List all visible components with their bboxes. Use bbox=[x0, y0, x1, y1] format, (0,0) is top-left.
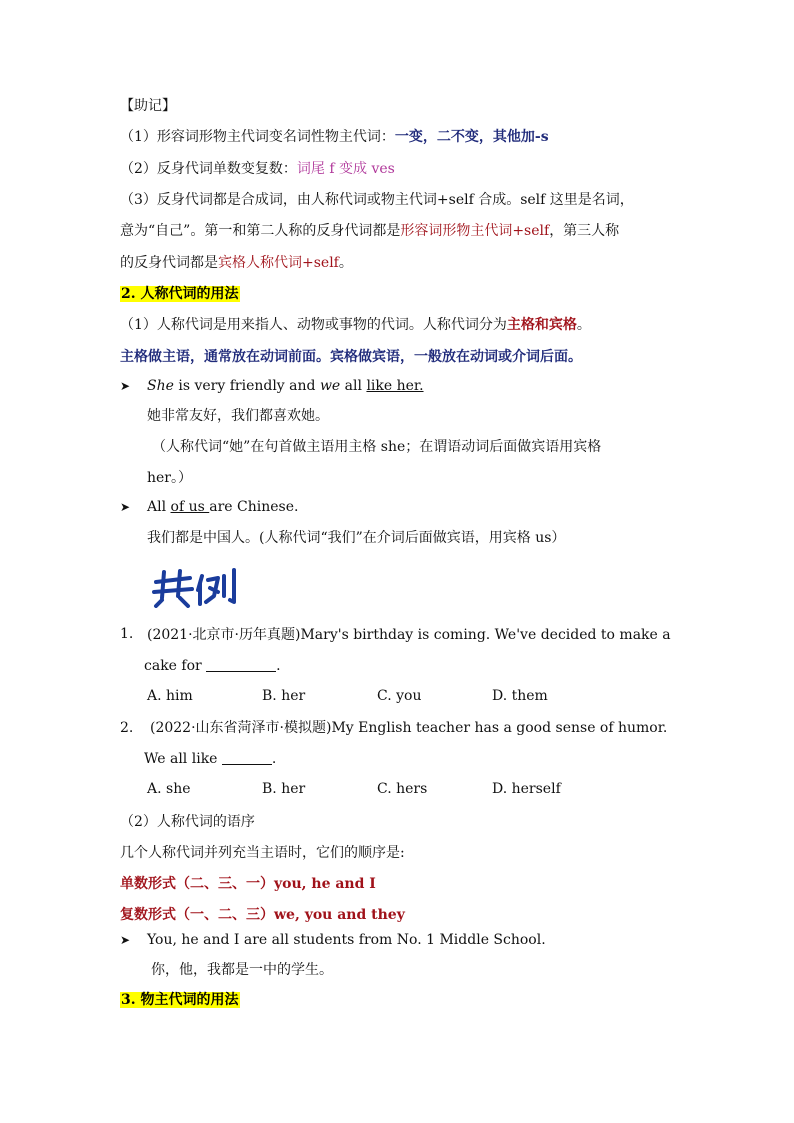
order-plural: 复数形式（一、二、三）we, you and they bbox=[120, 907, 405, 923]
arrow-bullet-icon: ➤ bbox=[120, 933, 131, 947]
sec2-paragraph-1: （1）人称代词是用来指人、动物或事物的代词。人称代词分为主格和宾格。 bbox=[120, 317, 591, 333]
example-2-en: All of us are Chinese. bbox=[147, 499, 299, 515]
memo-line-2: （2）反身代词单数变复数：词尾 f 变成 ves bbox=[120, 161, 395, 177]
question-number: 1. bbox=[120, 626, 134, 642]
answer-blank[interactable] bbox=[206, 657, 276, 672]
memo-line-5: 的反身代词都是宾格人称代词+self。 bbox=[120, 255, 353, 271]
option-a[interactable]: A. him bbox=[147, 688, 193, 704]
question-2-line-2: We all like . bbox=[144, 751, 277, 767]
question-1-options bbox=[147, 688, 607, 704]
example-1-cn: 她非常友好，我们都喜欢她。 bbox=[147, 408, 329, 424]
option-b[interactable]: B. her bbox=[262, 688, 306, 704]
example-2-cn: 我们都是中国人。(人称代词“我们”在介词后面做宾语，用宾格 us） bbox=[147, 530, 566, 546]
option-d[interactable]: D. herself bbox=[492, 781, 561, 797]
option-a[interactable]: A. she bbox=[147, 781, 191, 797]
arrow-bullet-icon: ➤ bbox=[120, 500, 131, 514]
example-1-note: （人称代词“她”在句首做主语用主格 she；在谓语动词后面做宾语用宾格 bbox=[152, 439, 602, 455]
order-intro: 几个人称代词并列充当主语时，它们的顺序是: bbox=[120, 845, 405, 861]
arrow-bullet-icon: ➤ bbox=[120, 379, 131, 393]
question-2-options bbox=[147, 781, 607, 797]
option-b[interactable]: B. her bbox=[262, 781, 306, 797]
question-1-line-1: (2021·北京市·历年真题)Mary's birthday is coming. We've decided to make a bbox=[147, 627, 671, 643]
option-d[interactable]: D. them bbox=[492, 688, 548, 704]
question-number: 2. bbox=[120, 720, 134, 736]
order-example-en: You, he and I are all students from No. 1 Middle School. bbox=[147, 932, 546, 948]
memo-line-1: （1）形容词形物主代词变名词性物主代词：一变，二不变，其他加-s bbox=[120, 129, 549, 145]
order-title: （2）人称代词的语序 bbox=[120, 814, 255, 830]
rule-text: 一变，二不变，其他加-s bbox=[394, 129, 549, 145]
memo-line-4: 意为“自己”。第一和第二人称的反身代词都是形容词形物主代词+self，第三人称 bbox=[120, 223, 620, 239]
sec2-paragraph-2: 主格做主语，通常放在动词前面。宾格做宾语，一般放在动词或介词后面。 bbox=[120, 349, 582, 365]
option-c[interactable]: C. you bbox=[377, 688, 422, 704]
memo-title: 【助记】 bbox=[120, 98, 176, 114]
order-example-cn: 你，他，我都是一中的学生。 bbox=[151, 962, 333, 978]
section-3-heading: 3. 物主代词的用法 bbox=[121, 992, 239, 1008]
memo-line-3: （3）反身代词都是合成词，由人称代词或物主代词+self 合成。self 这里是名词， bbox=[120, 192, 634, 208]
example-1-en: She is very friendly and we all like her. bbox=[147, 378, 424, 394]
example-logo bbox=[150, 566, 240, 612]
order-singular: 单数形式（二、三、一）you, he and I bbox=[120, 876, 376, 892]
section-2-heading: 2. 人称代词的用法 bbox=[121, 286, 239, 302]
question-1-line-2: cake for . bbox=[144, 658, 281, 674]
option-c[interactable]: C. hers bbox=[377, 781, 428, 797]
question-2-line-1: (2022·山东省菏泽市·模拟题)My English teacher has a good sense of humor. bbox=[150, 720, 668, 736]
answer-blank[interactable] bbox=[222, 750, 272, 765]
rule-text: 词尾 f 变成 ves bbox=[296, 161, 395, 177]
example-1-note-cont: her。） bbox=[147, 470, 192, 486]
